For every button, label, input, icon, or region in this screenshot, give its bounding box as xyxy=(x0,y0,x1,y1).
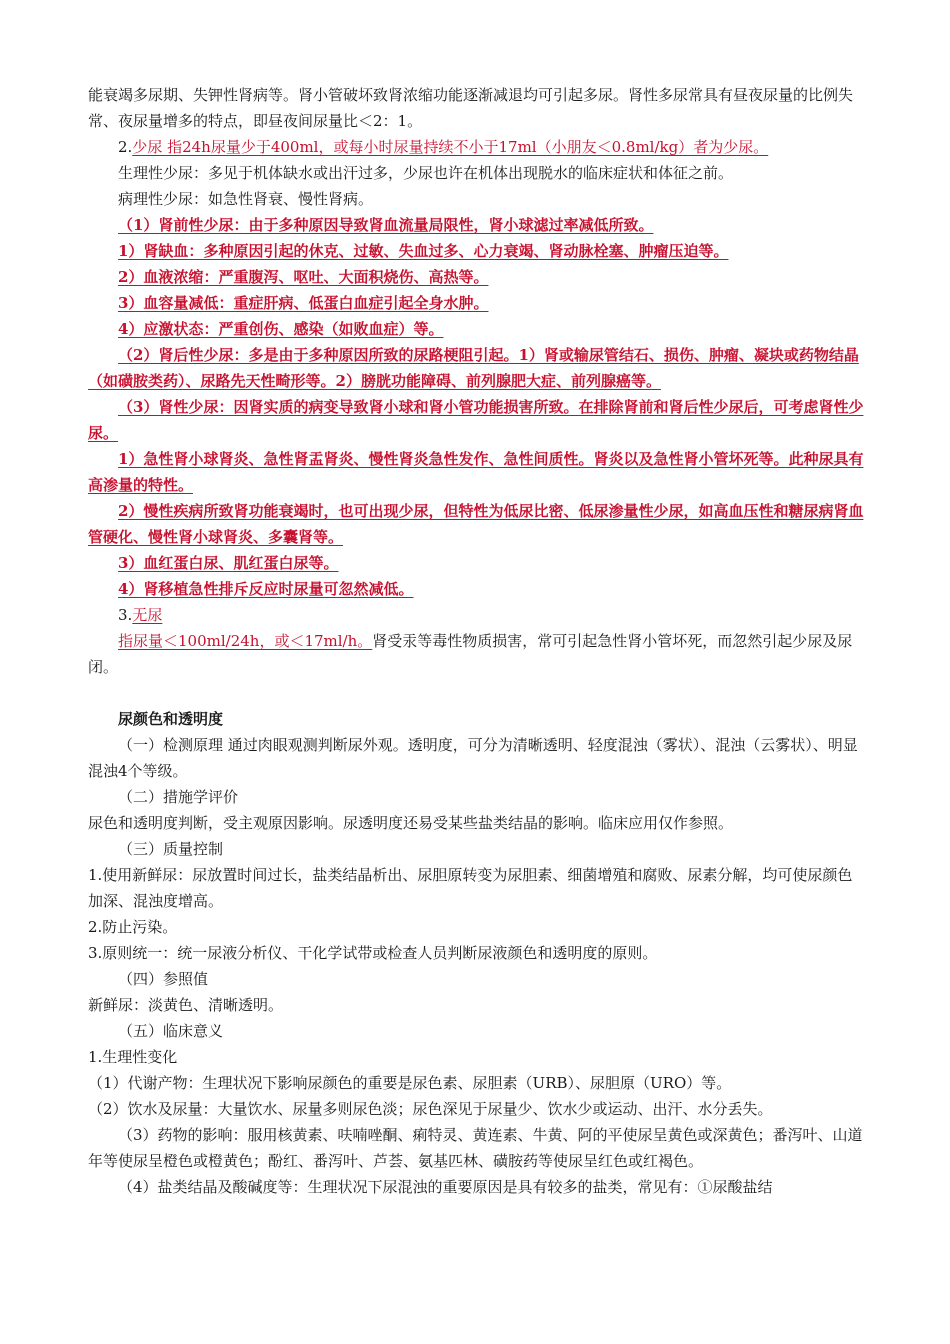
prerenal-item-3: 3）血容量减低：重症肝病、低蛋白血症引起全身水肿。 xyxy=(118,294,489,312)
reference-value-heading: （四）参照值 xyxy=(118,970,209,988)
prerenal-item-1: 1）肾缺血：多种原因引起的休克、过敏、失血过多、心力衰竭、肾动脉栓塞、肿瘤压迫等。 xyxy=(118,242,729,260)
clinical-item-1: （1）代谢产物：生理状况下影响尿颜色的重要是尿色素、尿胆素（URB）、尿胆原（URO）等。 xyxy=(88,1074,732,1092)
section-title: 尿颜色和透明度 xyxy=(118,710,224,728)
oliguria-definition xyxy=(88,134,864,160)
anuria-heading: 3.无尿 xyxy=(118,606,163,624)
clinical-item-4: （4）盐类结晶及酸碱度等：生理状况下尿混浊的重要原因是具有较多的盐类，常见有：①尿酸盐结 xyxy=(118,1178,773,1196)
method-evaluation-heading: （二）措施学评价 xyxy=(118,788,239,806)
spacer xyxy=(88,680,864,706)
detection-principle: （一）检测原理 通过肉眼观测判断尿外观。透明度，可分为清晰透明、轻度混浊（雾状）、混浊（云雾状）、明显混浊4个等级。 xyxy=(88,736,858,780)
renal-item-4: 4）肾移植急性排斥反应时尿量可忽然减低。 xyxy=(118,580,414,598)
clinical-significance-heading: （五）临床意义 xyxy=(118,1022,224,1040)
quality-control-heading: （三）质量控制 xyxy=(118,840,224,858)
renal-item-3: 3）血红蛋白尿、肌红蛋白尿等。 xyxy=(118,554,339,572)
anuria-definition: 指尿量＜100ml/24h，或＜17ml/h。肾受汞等毒性物质损害，常可引起急性肾小管坏死，而忽然引起少尿及尿闭。 xyxy=(88,632,853,676)
quality-control-item-1: 1.使用新鲜尿：尿放置时间过长，盐类结晶析出、尿胆原转变为尿胆素、细菌增殖和腐败、尿素分解，均可使尿颜色加深、混浊度增高。 xyxy=(88,866,853,910)
clinical-item-3: （3）药物的影响：服用核黄素、呋喃唑酮、痢特灵、黄连素、牛黄、阿的平使尿呈黄色或深黄色；番泻叶、山道年等使尿呈橙色或橙黄色；酚红、番泻叶、芦荟、氨基匹林、磺胺药等使尿呈红色或红褐色。 xyxy=(88,1126,863,1170)
postrenal-oliguria: （2）肾后性少尿：多是由于多种原因所致的尿路梗阻引起。1）肾或输尿管结石、损伤、肿瘤、凝块或药物结晶（如磺胺类药）、尿路先天性畸形等。2）膀胱功能障碍、前列腺肥大症、前列腺癌等。 xyxy=(88,346,859,390)
reference-value-text: 新鲜尿：淡黄色、清晰透明。 xyxy=(88,996,284,1014)
physiological-oliguria: 生理性少尿：多见于机体缺水或出汗过多，少尿也许在机体出现脱水的临床症状和体征之前。 xyxy=(118,164,734,182)
clinical-item-2: （2）饮水及尿量：大量饮水、尿量多则尿色淡；尿色深见于尿量少、饮水少或运动、出汗、水分丢失。 xyxy=(88,1100,773,1118)
pathological-oliguria: 病理性少尿：如急性肾衰、慢性肾病。 xyxy=(118,190,374,208)
renal-item-2: 2）慢性疾病所致肾功能衰竭时，也可出现少尿，但特性为低尿比密、低尿渗量性少尿，如高血压性和糖尿病肾血管硬化、慢性肾小球肾炎、多囊肾等。 xyxy=(88,502,864,546)
quality-control-item-2: 2.防止污染。 xyxy=(88,918,178,936)
oliguria-definition-text: 少尿 指24h尿量少于400ml，或每小时尿量持续不小于17ml（小朋友＜0.8ml/kg）者为少尿。 xyxy=(132,138,769,156)
prerenal-item-4: 4）应激状态：严重创伤、感染（如败血症）等。 xyxy=(118,320,444,338)
renal-item-1: 1）急性肾小球肾炎、急性肾盂肾炎、慢性肾炎急性发作、急性间质性。肾炎以及急性肾小管坏死等。此种尿具有高渗量的特性。 xyxy=(88,450,864,494)
polyuria-continuation: 能衰竭多尿期、失钾性肾病等。肾小管破坏致肾浓缩功能逐渐减退均可引起多尿。肾性多尿常具有昼夜尿量的比例失常、夜尿量增多的特点，即昼夜间尿量比＜2：1。 xyxy=(88,86,854,130)
prerenal-item-2: 2）血液浓缩：严重腹泻、呕吐、大面积烧伤、高热等。 xyxy=(118,268,489,286)
renal-oliguria: （3）肾性少尿：因肾实质的病变导致肾小球和肾小管功能损害所致。在排除肾前和肾后性少尿后，可考虑肾性少尿。 xyxy=(88,398,864,442)
physiological-change-heading: 1.生理性变化 xyxy=(88,1048,178,1066)
item-number: 2. xyxy=(118,138,133,156)
prerenal-oliguria: （1）肾前性少尿：由于多种原因导致肾血流量局限性，肾小球滤过率减低所致。 xyxy=(118,216,654,234)
method-evaluation-text: 尿色和透明度判断，受主观原因影响。尿透明度还易受某些盐类结晶的影响。临床应用仅作参照。 xyxy=(88,814,734,832)
document-body xyxy=(88,82,864,1200)
quality-control-item-3: 3.原则统一：统一尿液分析仪、干化学试带或检查人员判断尿液颜色和透明度的原则。 xyxy=(88,944,658,962)
